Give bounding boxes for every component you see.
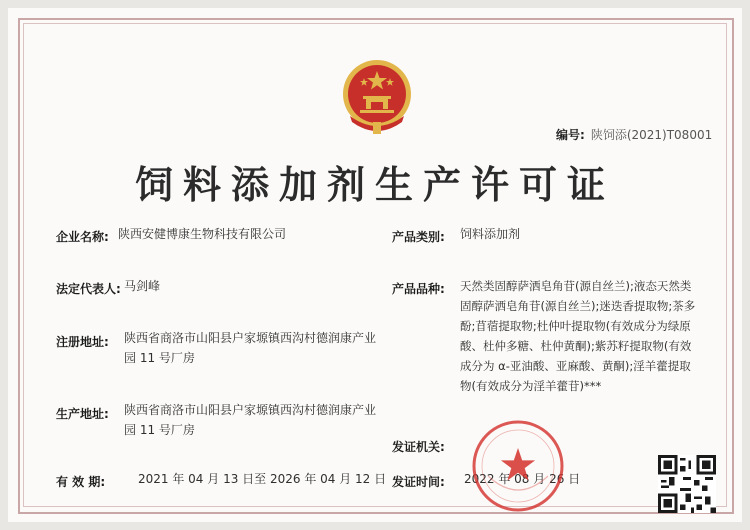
products-label: 产品品种: (392, 282, 445, 296)
issue-date-label: 发证时间: (392, 475, 445, 489)
official-seal-icon (470, 418, 566, 514)
registered-address-line: 陕西省商洛市山阳县户家塬镇西沟村德润康产业 (124, 331, 377, 345)
company-label: 企业名称: (56, 230, 109, 244)
page-title: 饲料添加剂生产许可证 (134, 163, 615, 207)
production-address-value (124, 400, 384, 440)
representative-value: 马剑峰 (124, 279, 161, 293)
national-emblem-icon (338, 56, 416, 138)
certificate (8, 8, 742, 522)
issue-date-value: 2022 年 08 月 26 日 (464, 472, 581, 486)
certificate-number (556, 126, 712, 143)
category-value: 饲料添加剂 (460, 227, 521, 241)
company-value: 陕西安健博康生物科技有限公司 (118, 227, 287, 241)
registered-address-label: 注册地址: (56, 335, 109, 349)
number-label: 编号: (556, 128, 585, 142)
production-address-line: 陕西省商洛市山阳县户家塬镇西沟村德润康产业 (124, 403, 377, 417)
products-value (460, 276, 730, 396)
number-value: 陕饲添(2021)T08001 (590, 128, 713, 142)
production-address-line: 园 11 号厂房 (124, 423, 195, 437)
validity-value: 2021 年 04 月 13 日至 2026 年 04 月 12 日 (138, 472, 387, 486)
products-line: 天然类固醇萨洒皂角苷(源自丝兰);液态天然类 (460, 279, 692, 293)
qr-code-icon (658, 455, 716, 513)
products-line: 酸、杜仲多糖、杜仲黄酮);紫苏籽提取物(有效 (460, 339, 692, 353)
products-line: 酚;苜蓿提取物;杜仲叶提取物(有效成分为绿原 (460, 319, 691, 333)
products-line: 成分为 α-亚油酸、亚麻酸、黄酮);淫羊藿提取 (460, 359, 691, 373)
products-line: 固醇萨洒皂角苷(源自丝兰);迷迭香提取物;茶多 (460, 299, 696, 313)
production-address-label: 生产地址: (56, 407, 109, 421)
registered-address-line: 园 11 号厂房 (124, 351, 195, 365)
issuer-label: 发证机关: (392, 440, 445, 454)
products-line: 物(有效成分为淫羊藿苷)*** (460, 379, 602, 393)
category-label: 产品类别: (392, 230, 445, 244)
representative-label: 法定代表人: (56, 282, 121, 296)
validity-label: 有 效 期: (56, 475, 106, 489)
registered-address-value (124, 328, 384, 368)
